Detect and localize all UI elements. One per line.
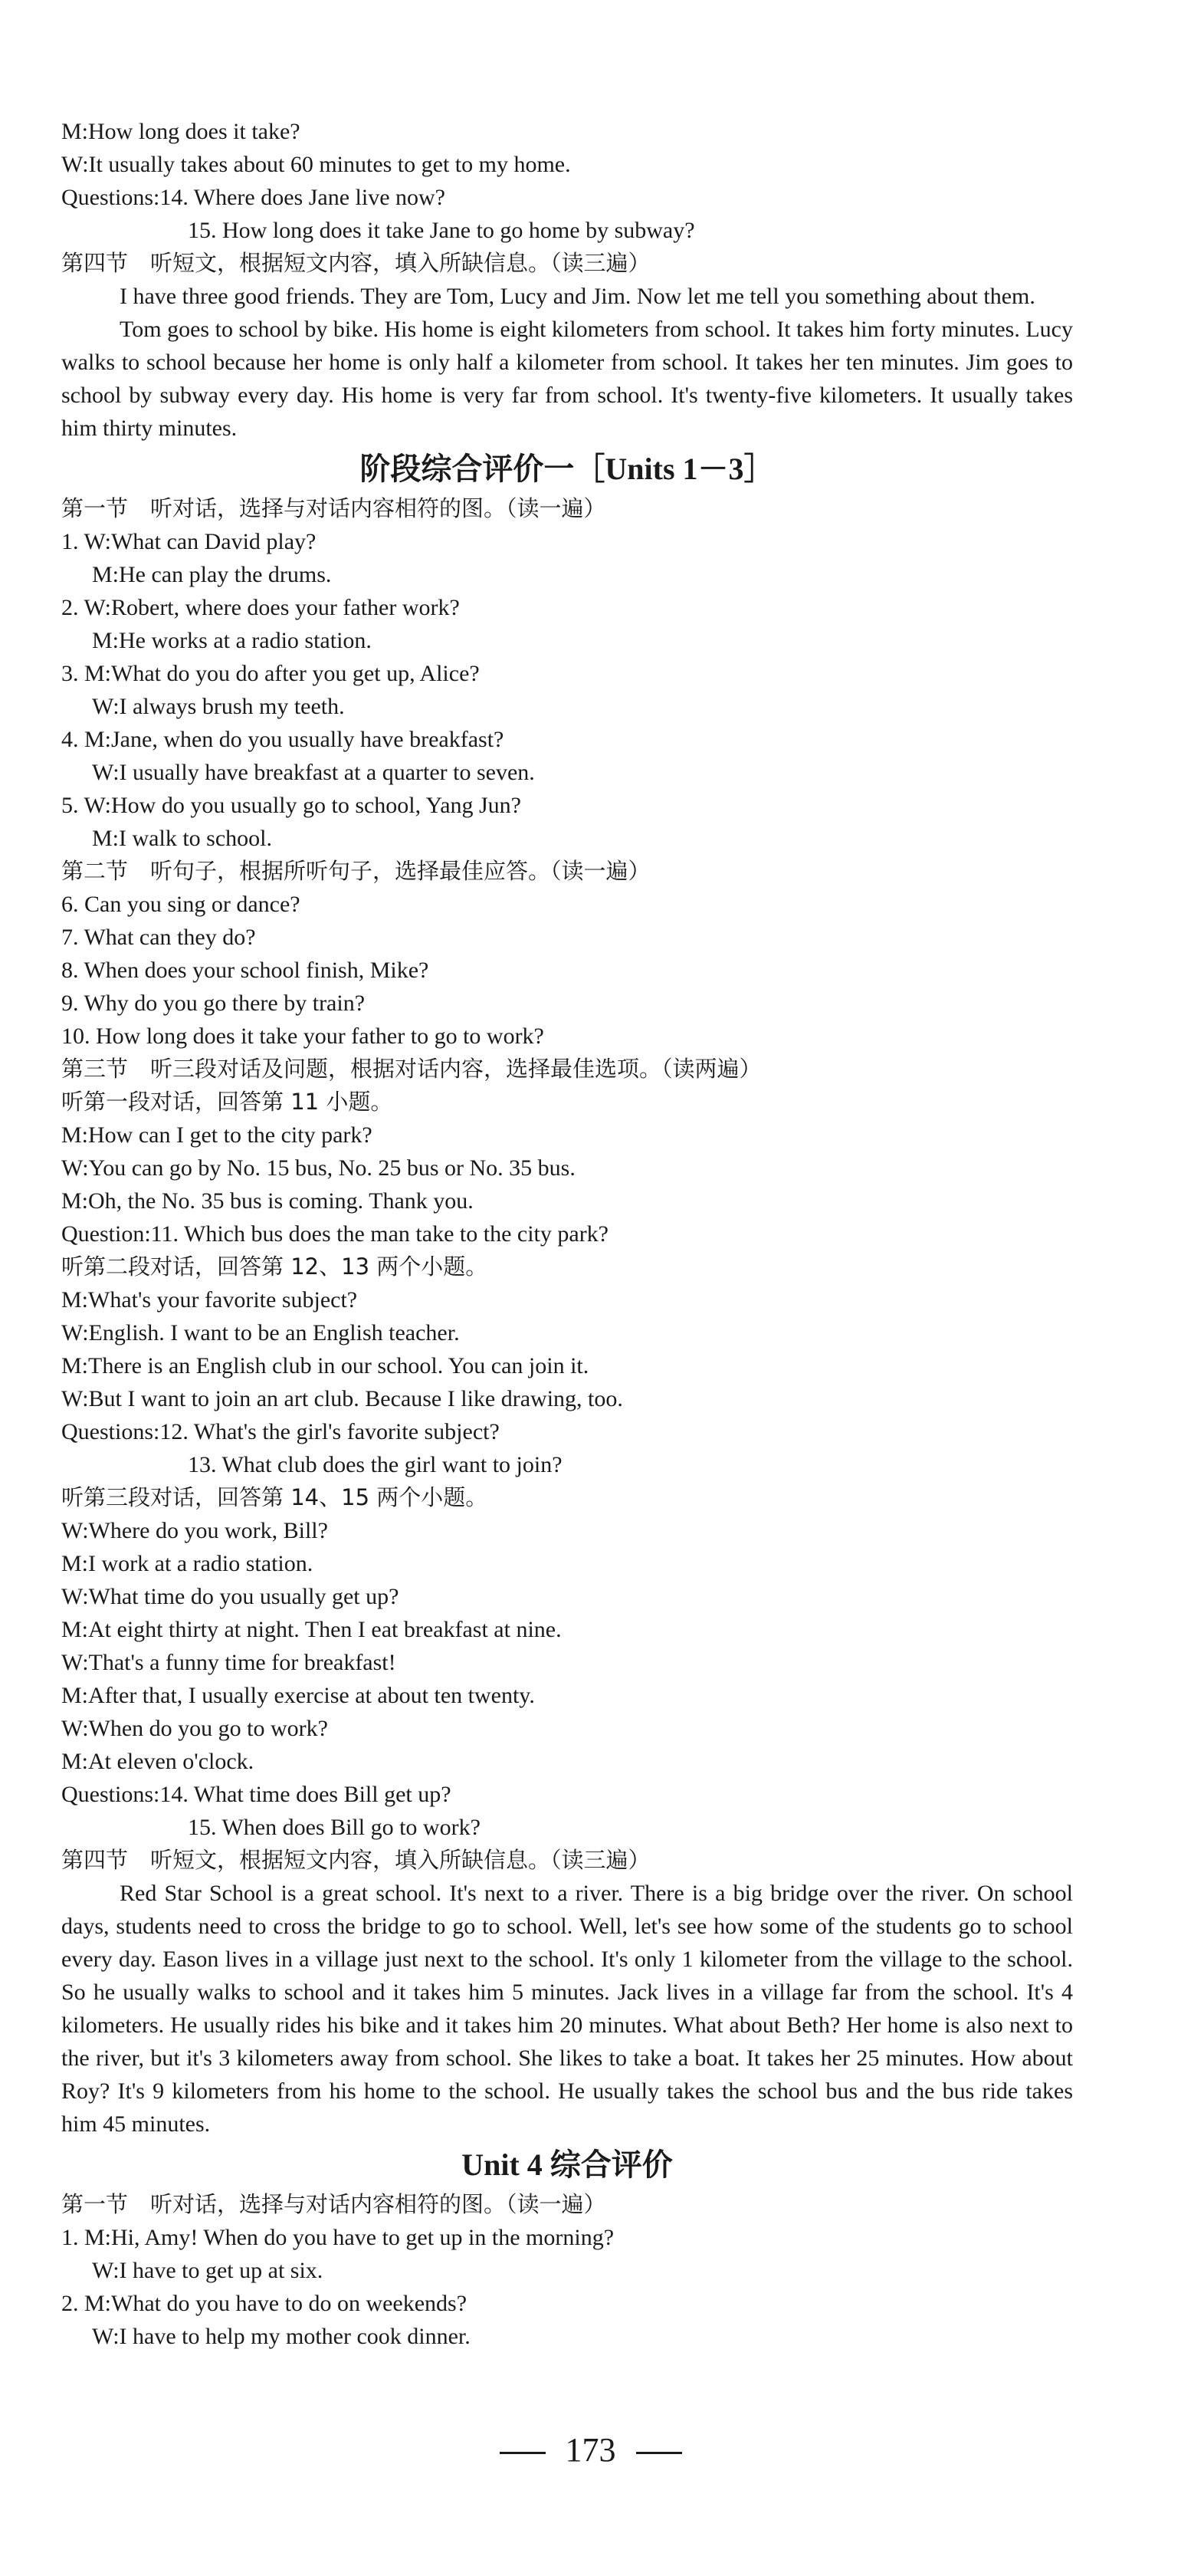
section-title: Unit 4 综合评价 xyxy=(461,2147,673,2182)
text-line: W:When do you go to work? xyxy=(61,1716,328,1741)
text-line: W:English. I want to be an English teacher. xyxy=(61,1320,460,1346)
text-line: M:Oh, the No. 35 bus is coming. Thank you. xyxy=(61,1188,474,1214)
text-line: M:At eight thirty at night. Then I eat breakfast at nine. xyxy=(61,1617,562,1642)
text-line: M:What's your favorite subject? xyxy=(61,1287,358,1313)
text-line: Questions:14. Where does Jane live now? xyxy=(61,185,445,210)
paragraph: Tom goes to school by bike. His home is eight kilometers from school. It takes him forty minutes. Lucy walks to school because her home is only half a kilometer from school. It takes her ten minutes. Jim goes to school by subway every day. His home is very far from school. It's twenty-five kilometers. It usually takes him thirty minutes. xyxy=(61,317,1073,441)
text-line: 15. When does Bill go to work? xyxy=(188,1815,481,1840)
section-heading: 听第二段对话，回答第 12、13 两个小题。 xyxy=(61,1254,488,1280)
text-line: 4. M:Jane, when do you usually have breakfast? xyxy=(61,727,504,752)
section-heading: 第四节 听短文，根据短文内容，填入所缺信息。（读三遍） xyxy=(61,1847,651,1873)
text-line: M:He can play the drums. xyxy=(92,562,332,587)
paragraph: I have three good friends. They are Tom, Lucy and Jim. Now let me tell you something about them. xyxy=(120,284,1035,309)
text-line: Questions:12. What's the girl's favorite subject? xyxy=(61,1419,500,1444)
section-heading: 第二节 听句子，根据所听句子，选择最佳应答。（读一遍） xyxy=(61,858,651,884)
section-heading: 第四节 听短文，根据短文内容，填入所缺信息。（读三遍） xyxy=(61,250,651,276)
text-line: M:I work at a radio station. xyxy=(61,1551,313,1576)
page-footer xyxy=(0,2430,1181,2469)
left-dash xyxy=(500,2452,546,2454)
text-line: M:How long does it take? xyxy=(61,119,300,144)
document-body xyxy=(61,115,1073,2353)
text-line: 2. W:Robert, where does your father work? xyxy=(61,595,460,620)
text-line: W:I have to help my mother cook dinner. xyxy=(92,2324,471,2349)
text-line: M:At eleven o'clock. xyxy=(61,1749,254,1774)
text-line: 3. M:What do you do after you get up, Alice? xyxy=(61,661,480,686)
section-heading: 听第三段对话，回答第 14、15 两个小题。 xyxy=(61,1484,488,1510)
text-line: Questions:14. What time does Bill get up? xyxy=(61,1782,451,1807)
text-line: 10. How long does it take your father to go to work? xyxy=(61,1024,544,1049)
page-number: 173 xyxy=(565,2431,616,2469)
text-line: W:You can go by No. 15 bus, No. 25 bus or No. 35 bus. xyxy=(61,1155,576,1181)
paragraph: Red Star School is a great school. It's next to a river. There is a big bridge over the river. On school days, students need to cross the bridge to go to school. Well, let's see how some of the students go to school every day. Eason lives in a village just next to the school. It's only 1 kilometer from the village to the school. So he usually walks to school and it takes him 5 minutes. Jack lives in a village far from the school. It's 4 kilometers. He usually rides his bike and it takes him 20 minutes. What about Beth? Her home is also next to the river, but it's 3 kilometers away from school. She likes to take a boat. It takes her 25 minutes. How about Roy? It's 9 kilometers from his home to the school. He usually takes the school bus and the bus ride takes him 45 minutes. xyxy=(61,1881,1073,2137)
text-line: 9. Why do you go there by train? xyxy=(61,991,366,1016)
text-line: M:How can I get to the city park? xyxy=(61,1122,372,1148)
text-line: M:I walk to school. xyxy=(92,826,272,851)
text-line: M:After that, I usually exercise at about ten twenty. xyxy=(61,1683,535,1708)
text-line: 6. Can you sing or dance? xyxy=(61,892,300,917)
section-title: 阶段综合评价一［Units 1－3］ xyxy=(359,452,775,486)
text-line: 1. M:Hi, Amy! When do you have to get up in the morning? xyxy=(61,2225,615,2250)
text-line: W:I always brush my teeth. xyxy=(92,694,345,719)
text-line: 15. How long does it take Jane to go home by subway? xyxy=(188,218,695,243)
text-line: W:What time do you usually get up? xyxy=(61,1584,399,1609)
text-line: 5. W:How do you usually go to school, Yang Jun? xyxy=(61,793,521,818)
text-line: W:I have to get up at six. xyxy=(92,2258,323,2283)
text-line: Question:11. Which bus does the man take to the city park? xyxy=(61,1221,609,1247)
section-heading: 第一节 听对话，选择与对话内容相符的图。（读一遍） xyxy=(61,495,606,521)
text-line: M:He works at a radio station. xyxy=(92,628,372,653)
section-heading: 第一节 听对话，选择与对话内容相符的图。（读一遍） xyxy=(61,2191,606,2217)
text-line: M:There is an English club in our school. You can join it. xyxy=(61,1353,589,1378)
text-line: 2. M:What do you have to do on weekends? xyxy=(61,2291,467,2316)
text-line: W:That's a funny time for breakfast! xyxy=(61,1650,396,1675)
text-line: W:But I want to join an art club. Because I like drawing, too. xyxy=(61,1386,623,1411)
text-line: W:I usually have breakfast at a quarter to seven. xyxy=(92,760,535,785)
section-heading: 听第一段对话，回答第 11 小题。 xyxy=(61,1089,393,1115)
text-line: 1. W:What can David play? xyxy=(61,529,317,554)
text-line: 13. What club does the girl want to join? xyxy=(188,1452,563,1477)
right-dash xyxy=(636,2452,682,2454)
section-heading: 第三节 听三段对话及问题，根据对话内容，选择最佳选项。（读两遍） xyxy=(61,1056,762,1082)
text-line: W:It usually takes about 60 minutes to get to my home. xyxy=(61,152,571,177)
text-line: W:Where do you work, Bill? xyxy=(61,1518,328,1543)
text-line: 8. When does your school finish, Mike? xyxy=(61,958,429,983)
text-line: 7. What can they do? xyxy=(61,925,256,950)
